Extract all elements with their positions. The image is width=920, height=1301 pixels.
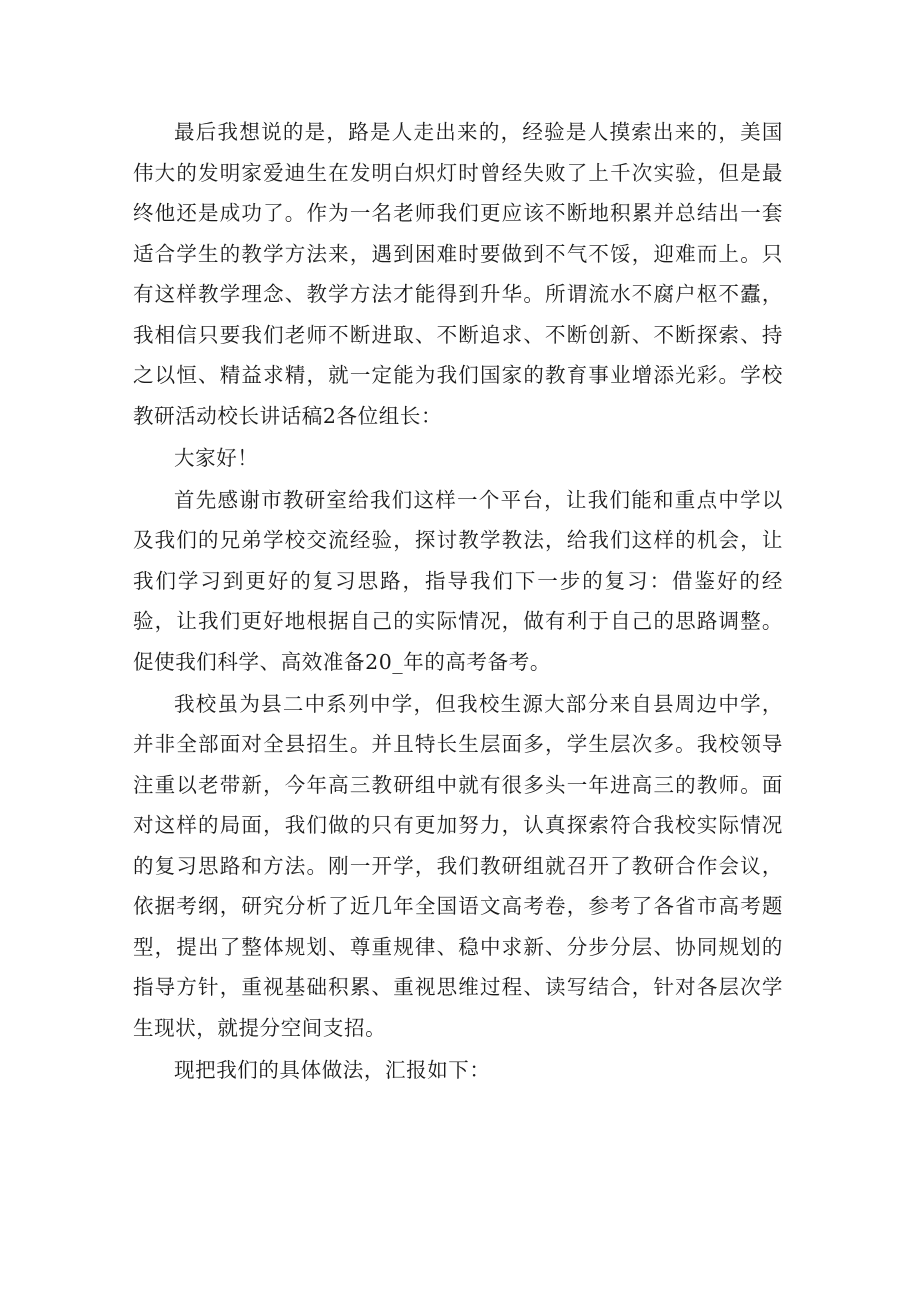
paragraph-thanks: 首先感谢市教研室给我们这样一个平台，让我们能和重点中学以及我们的兄弟学校交流经验，探讨教学教法，给我们这样的机会，让我们学习到更好的复习思路，指导我们下一步的复习：借鉴好的经验，让我们更好地根据自己的实际情况，做有利于自己的思路调整。促使我们科学、高效准备20_年的高考备考。 xyxy=(133,487,783,674)
paragraph-closing-remarks: 最后我想说的是，路是人走出来的，经验是人摸索出来的，美国伟大的发明家爱迪生在发明白炽灯时曾经失败了上千次实验，但是最终他还是成功了。作为一名老师我们更应该不断地积累并总结出一套适合学生的教学方法来，遇到困难时要做到不气不馁，迎难而上。只有这样教学理念、教学方法才能得到升华。所谓流水不腐户枢不蠹，我相信只要我们老师不断进取、不断追求、不断创新、不断探索、持之以恒、精益求精，就一定能为我们国家的教育事业增添光彩。学校教研活动校长讲话稿2各位组长： xyxy=(133,120,783,428)
document-body xyxy=(133,112,783,1090)
paragraph-school-situation: 我校虽为县二中系列中学，但我校生源大部分来自县周边中学，并非全部面对全县招生。并且特长生层面多，学生层次多。我校领导注重以老带新，今年高三教研组中就有很多头一年进高三的教师。面对这样的局面，我们做的只有更加努力，认真探索符合我校实际情况的复习思路和方法。刚一开学，我们教研组就召开了教研合作会议，依据考纲，研究分析了近几年全国语文高考卷，参考了各省市高考题型，提出了整体规划、尊重规律、稳中求新、分步分层、协同规划的指导方针，重视基础积累、重视思维过程、读写结合，针对各层次学生现状，就提分空间支招。 xyxy=(133,691,783,1040)
paragraph-report-intro: 现把我们的具体做法，汇报如下： xyxy=(174,1057,491,1082)
paragraph-greeting: 大家好！ xyxy=(174,445,259,470)
